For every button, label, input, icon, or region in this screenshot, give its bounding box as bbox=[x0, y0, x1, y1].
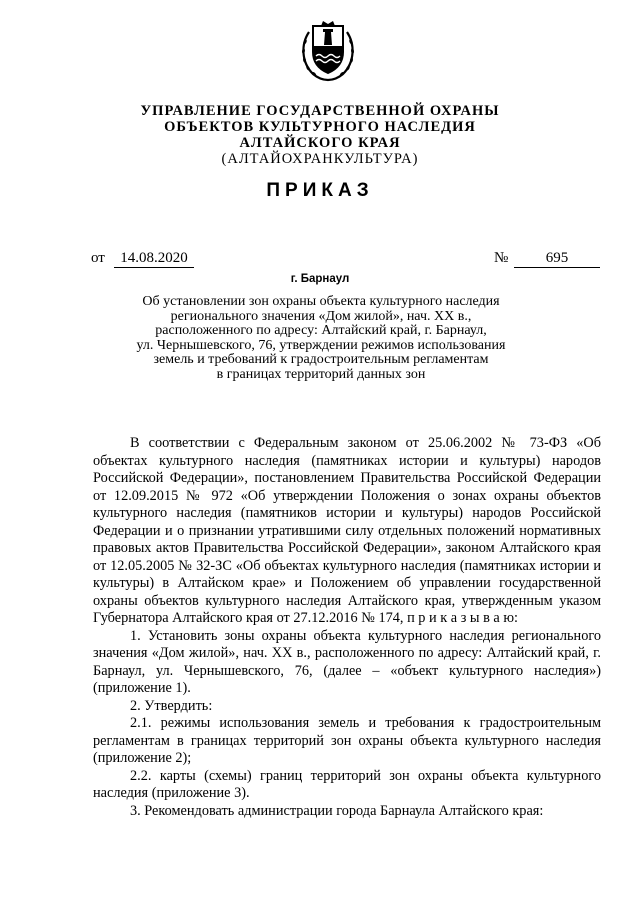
preamble-paragraph: В соответствии с Федеральным законом от 25.06.2002 № 73-ФЗ «Об объектах культурного наследия (памятниках истории и культуры) народов Российской Федерации», постановлением Правительства Российской Федерации от 12.09.2015 № 972 «Об утверждении Положения о зонах охраны объектов культурного наследия (памятников истории и культуры) народов Российской Федерации и о признании утратившими силу отдельных положений нормативных правовых актов Правительства Российской Федерации», законом Алтайского края от 12.05.2005 № 32-ЗС «Об объектах культурного наследия (памятниках истории и культуры) в Алтайском крае» и Положением об управлении государственной охраны объектов культурного наследия Алтайского края, утвержденным указом Губернатора Алтайского края от 27.12.2016 № 174, п р и к а з ы в а ю: bbox=[93, 435, 601, 626]
agency-header bbox=[60, 103, 580, 167]
document-type-title: ПРИКАЗ bbox=[266, 180, 374, 201]
order-date: 14.08.2020 bbox=[114, 250, 194, 268]
subject-line: ул. Чернышевского, 76, утверждении режимов использования bbox=[136, 337, 506, 353]
clause-2-2: 2.2. карты (схемы) границ территорий зон охраны объекта культурного наследия (приложение 3). bbox=[93, 767, 601, 801]
subject-line: регионального значения «Дом жилой», нач. XX в., bbox=[170, 308, 472, 324]
number-label: № bbox=[494, 250, 509, 266]
date-label: от bbox=[91, 250, 105, 266]
clause-1: 1. Установить зоны охраны объекта культурного наследия регионального значения «Дом жилой», нач. XX в., расположенного по адресу: Алтайский край, г. Барнаул, ул. Чернышевского, 76, (далее – «объект культурного наследия») (приложение 1). bbox=[93, 627, 601, 696]
order-body bbox=[93, 435, 601, 820]
subject-line: в границах территорий данных зон bbox=[216, 366, 426, 382]
agency-name-line: ОБЪЕКТОВ КУЛЬТУРНОГО НАСЛЕДИЯ bbox=[164, 119, 476, 135]
subject-line: Об установлении зон охраны объекта культурного наследия bbox=[142, 294, 500, 309]
agency-name-line: УПРАВЛЕНИЕ ГОСУДАРСТВЕННОЙ ОХРАНЫ bbox=[140, 103, 500, 119]
city-line: г. Барнаул bbox=[290, 273, 350, 285]
clause-2: 2. Утвердить: bbox=[130, 697, 213, 714]
clause-2-1: 2.1. режимы использования земель и требования к градостроительным регламентам в границах территорий зон охраны объекта культурного наследия (приложение 2); bbox=[93, 715, 601, 766]
altai-krai-coat-of-arms-icon bbox=[299, 18, 357, 82]
clause-3: 3. Рекомендовать администрации города Барнаула Алтайского края: bbox=[130, 802, 544, 819]
agency-name-line: АЛТАЙСКОГО КРАЯ bbox=[239, 135, 401, 151]
agency-abbreviation: (АЛТАЙОХРАНКУЛЬТУРА) bbox=[221, 151, 419, 167]
order-number: 695 bbox=[514, 250, 600, 268]
subject-line: земель и требований к градостроительным регламентам bbox=[153, 352, 489, 368]
order-subject bbox=[96, 295, 546, 383]
subject-line: расположенного по адресу: Алтайский край, г. Барнаул, bbox=[155, 323, 487, 339]
